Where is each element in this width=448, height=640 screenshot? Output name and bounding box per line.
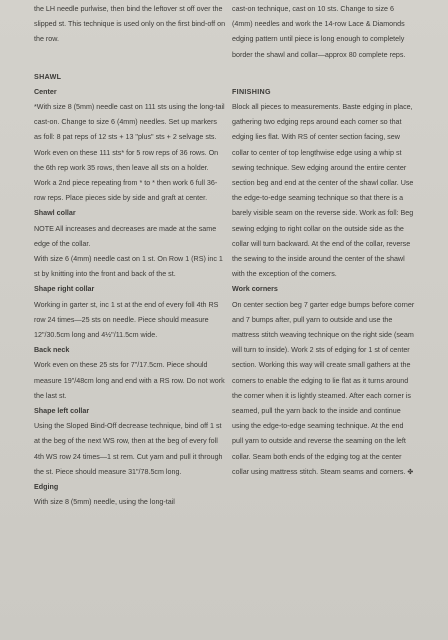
paragraph-back-neck: Work even on these 25 sts for 7"/17.5cm. Piece should measure 19"/48cm long and end with a RS row. Do not work the last st.	[34, 361, 225, 400]
paragraph-shape-right-collar: Working in garter st, inc 1 st at the end of every foll 4th RS row 24 times—25 sts on needle. Piece should measure 12"/30.5cm long and 4½"/11.5cm wide.	[34, 300, 219, 340]
paragraph-work-corners: On center section beg 7 garter edge bumps before corner and 7 bumps after, pull yarn to outside and use the mattress stitch weaving technique on the right side (seam will turn to inside). Work 2 sts of edging for 1 st of center section. Working this way will create small gathers at the corners to enable the edging to lie flat as it turns around the corner when it is lightly steamed. After each corner is seamed, pull the yarn back to the inside and continue using the edge-to-edge seaming technique. At the end pull yarn to outside and reverse the seaming on the left collar. Seam both ends of the edging tog at the center collar using mattress stitch. Steam seams and corners. ✤	[232, 300, 415, 476]
paragraph-finishing: Block all pieces to measurements. Baste edging in place, gathering two edging reps around each corner so that edging lies flat. With RS of center section facing, sew collar to center of top lengthwise edge using a whip st sewing technique. Sew edging around the entire center section beg and end at the center of the shawl collar. Use the edge-to-edge seaming technique so that there is a barely visible seam on the reverse side. Work as foll: Beg sewing edging to right collar on the outside side as the collar will turn backward. At the end of the collar, reverse the sewing to the inside around the center of the shawl with the exception of the corners.	[232, 103, 414, 279]
paragraph-shape-left-collar: Using the Sloped Bind-Off decrease technique, bind off 1 st at the beg of the next WS row, then at the beg of every foll 4th WS row 24 times—1 st rem. Cut yarn and pull it through the st. Piece should measure 31"/78.5cm long.	[34, 422, 223, 476]
paragraph-center: *With size 8 (5mm) needle cast on 111 sts using the long-tail cast-on. Change to size 6 (4mm) needles. Set up markers as foll: 8 pat reps of 12 sts + 13 "plus" sts + 2 selvage sts. Work even on these 111 sts* for 5 row reps of 36 rows. On the 6th rep work 35 rows, then leave all sts on a holder. Work a 2nd piece repeating from * to * then work 6 full 36-row reps. Place pieces side by side and graft at center.	[34, 103, 225, 203]
heading-edging: Edging	[34, 483, 59, 492]
heading-shawl-collar: Shawl collar	[34, 209, 76, 218]
heading-work-corners: Work corners	[232, 285, 278, 294]
paragraph-cast-on: With size 6 (4mm) needle cast on 1 st. On Row 1 (RS) inc 1 st by knitting into the front and back of the st.	[34, 255, 223, 279]
paragraph-note: NOTE All increases and decreases are made at the same edge of the collar.	[34, 224, 217, 248]
heading-back-neck: Back neck	[34, 346, 70, 355]
section-finishing: FINISHING	[232, 87, 271, 96]
heading-shape-left-collar: Shape left collar	[34, 407, 90, 416]
section-shawl: SHAWL	[34, 72, 62, 81]
paragraph-intro: the LH needle purlwise, then bind the leftover st off over the slipped st. This technique is used only on the first bind-off on the row.	[34, 5, 226, 44]
paragraph-edging: With size 8 (5mm) needle, using the long-tail	[34, 498, 175, 507]
paragraph-edging-continued: cast-on technique, cast on 10 sts. Change to size 6 (4mm) needles and work the 14-row Lace & Diamonds edging pattern until piece is long enough to completely border the shawl and collar—approx 80 complete reps.	[232, 5, 406, 59]
left-column	[34, 2, 226, 511]
heading-shape-right-collar: Shape right collar	[34, 285, 95, 294]
heading-center: Center	[34, 87, 57, 96]
right-column	[232, 2, 416, 480]
